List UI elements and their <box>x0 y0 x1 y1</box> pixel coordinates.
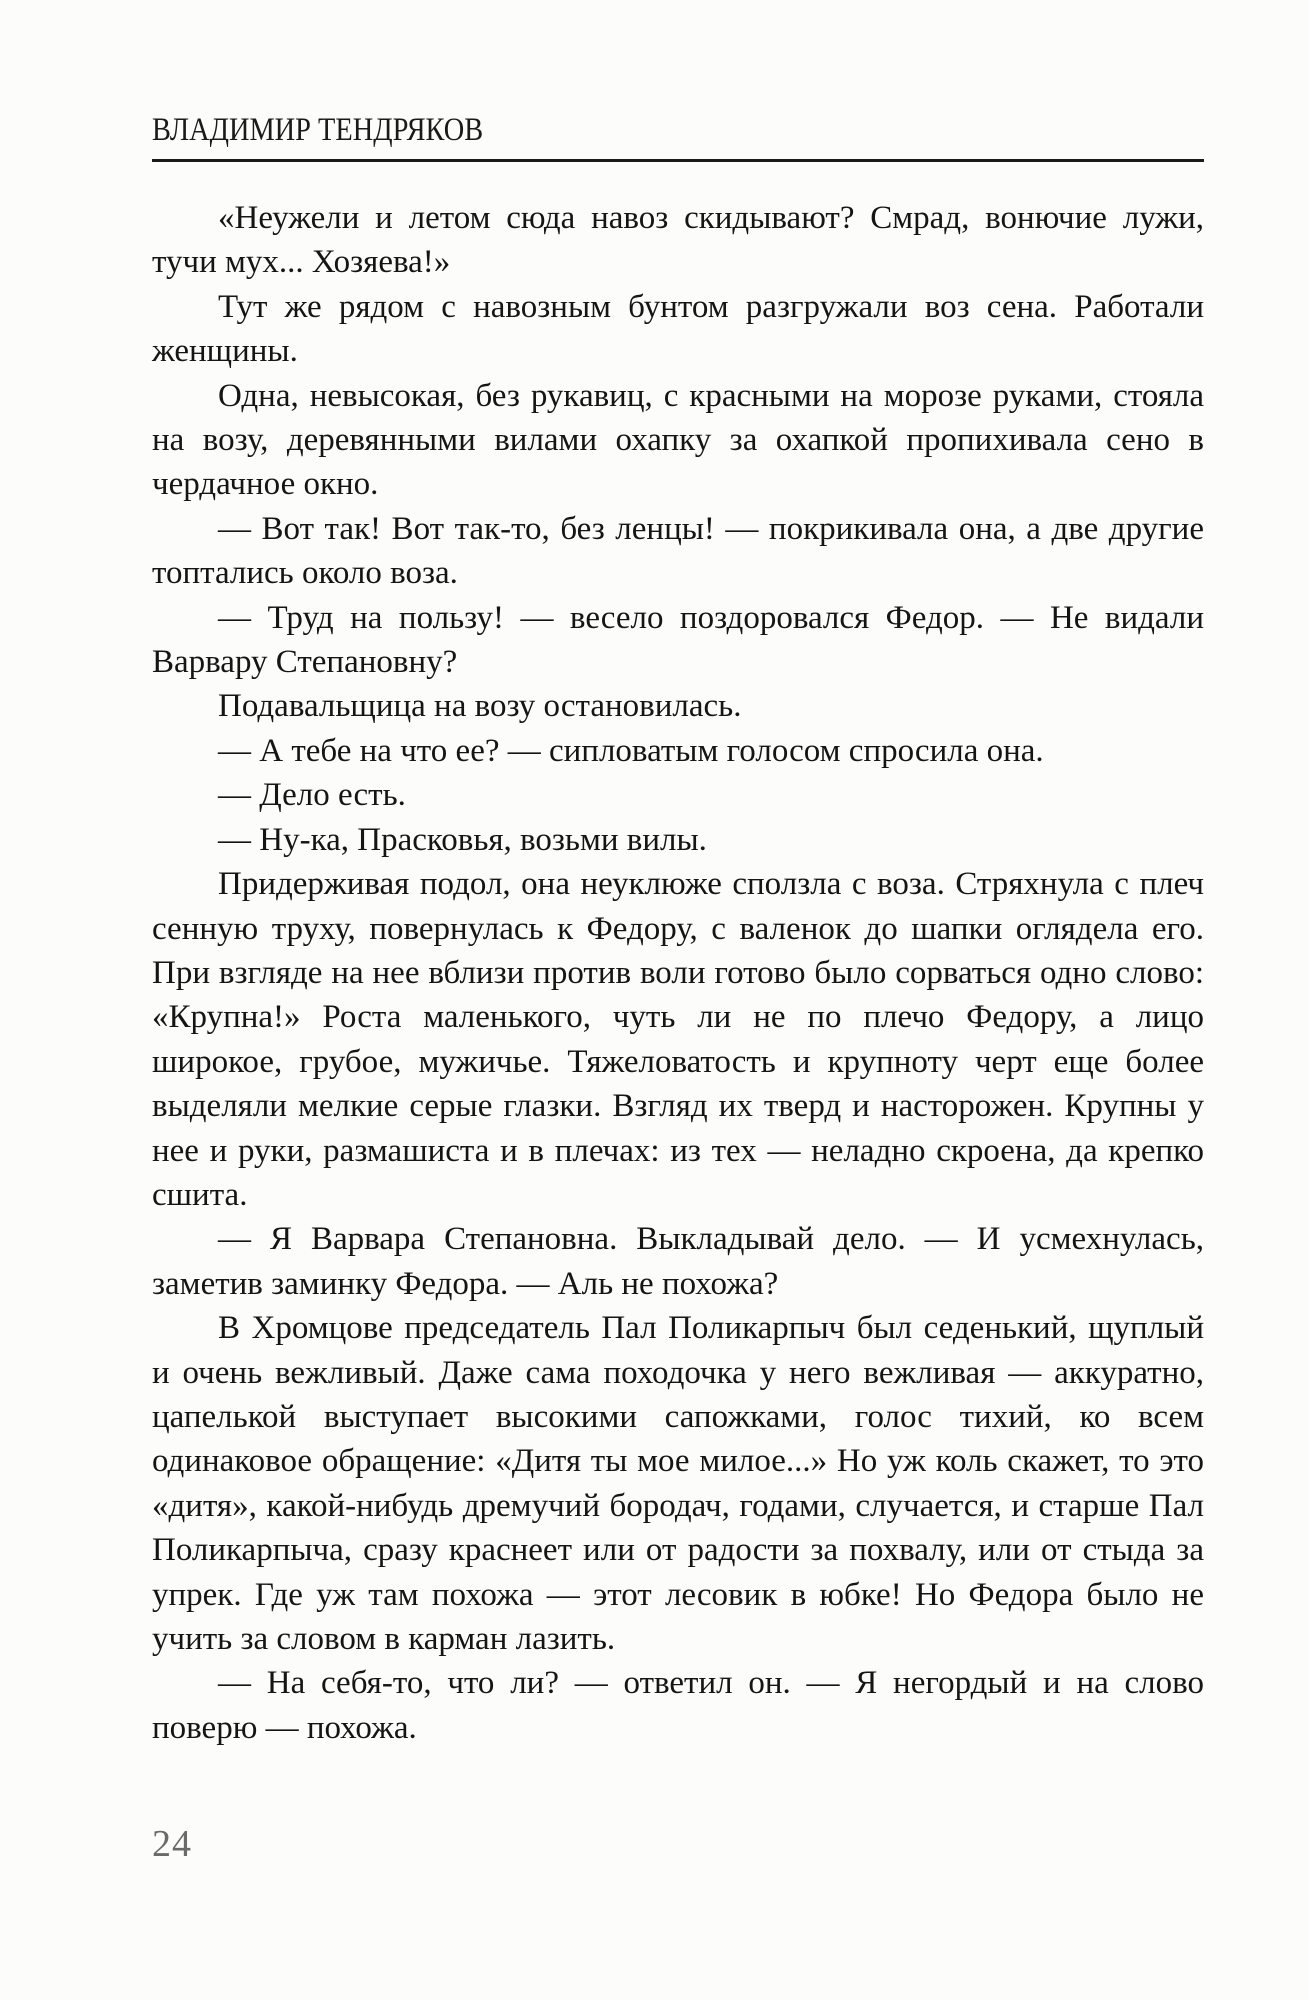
paragraph: — Труд на пользу! — весело поздоровался Федор. — Не видали Варвару Степановну? <box>152 599 1204 681</box>
paragraph: «Неужели и летом сюда навоз скидывают? Смрад, вонючие лужи, тучи мух... Хозяева!» <box>152 200 1204 281</box>
paragraph: — Я Варвара Степановна. Выкладывай дело. — И усмехнулась, заметив заминку Федора. — Аль не похожа? <box>152 1221 1204 1302</box>
paragraph: — Ну-ка, Прасковья, возьми вилы. <box>218 821 707 858</box>
running-head-author: ВЛАДИМИР ТЕНДРЯКОВ <box>152 112 484 148</box>
paragraph: — На себя-то, что ли? — ответил он. — Я негордый и на слово поверю — похожа. <box>152 1665 1204 1746</box>
page-number: 24 <box>152 1823 192 1865</box>
paragraph: Тут же рядом с навозным бунтом разгружали воз сена. Работали женщины. <box>152 288 1204 370</box>
paragraph: В Хромцове председатель Пал Поликарпыч был седенький, щуплый и очень вежливый. Даже сама походочка у него вежливая — аккуратно, цапелькой выступает высокими сапожками, голос тихий, ко всем одинаковое обращение: «Дитя ты мое милое...» Но уж коль скажет, то это «дитя», какой-нибудь дремучий бородач, годами, случается, и старше Пал Поликарпыча, сразу краснеет или от радости за похвалу, или от стыда за упрек. Где уж там похожа — этот лесовик в юбке! Но Федора было не учить за словом в карман лазить. <box>152 1310 1204 1657</box>
paragraph: — Дело есть. <box>218 777 406 814</box>
paragraph: — Вот так! Вот так-то, без ленцы! — покрикивала она, а две другие топтались около воза. <box>152 510 1204 592</box>
paragraph: — А тебе на что ее? — сипловатым голосом спросила она. <box>218 732 1044 769</box>
body-text <box>152 196 1204 1750</box>
header-rule <box>152 159 1204 162</box>
paragraph: Придерживая подол, она неуклюже сползла с воза. Стряхнула с плеч сенную труху, повернулась к Федору, с валенок до шапки оглядела его. При взгляде на нее вблизи против воли готово было сорваться одно слово: «Крупна!» Роста маленького, чуть ли не по плечо Федору, а лицо широкое, грубое, мужичье. Тяжеловатость и крупноту черт еще более выделяли мелкие серые глазки. Взгляд их тверд и насторожен. Крупны у нее и руки, размашиста и в плечах: из тех — неладно скроена, да крепко сшита. <box>152 866 1204 1213</box>
paragraph: Одна, невысокая, без рукавиц, с красными на морозе руками, стояла на возу, деревянными вилами охапку за охапкой пропихивала сено в чердачное окно. <box>152 377 1204 503</box>
paragraph: Подавальщица на возу остановилась. <box>218 688 742 725</box>
